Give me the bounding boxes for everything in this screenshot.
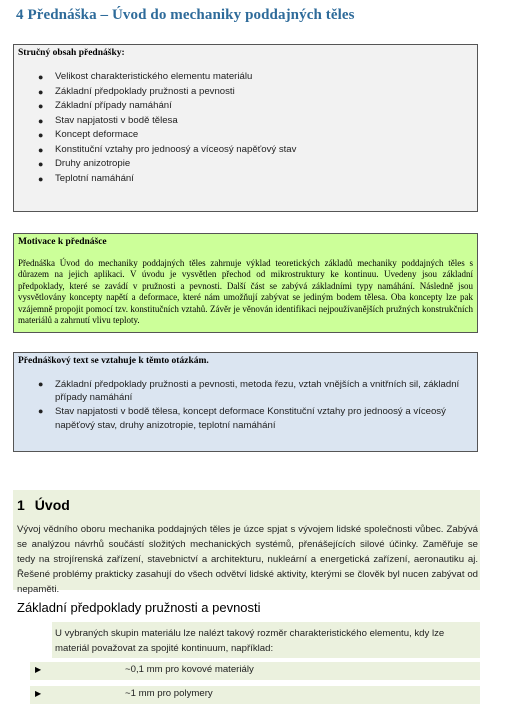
questions-box (13, 352, 478, 452)
intro-paragraph: Vývoj vědního oboru mechanika poddajných těles je úzce spjat s vývojem lidské společnosti vůbec. Zabývá se analýzou návrhů součástí složitých mechanických systémů, přenášejících silové účinky. Zaměřuje se tedy na strojírenská zařízení, stavebnictví a architekturu, nukleární a energetická zařízení, aeronautiku aj. Řešené problémy prakticky zasahují do všech odvětví lidské aktivity, kterými se člověk byl nucen zabývat od nepaměti. (17, 524, 478, 595)
list-item: ● Konstituční vztahy pro jednoosý a víceosý napěťový stav (38, 143, 297, 155)
motivation-text: Přednáška Úvod do mechaniky poddajných těles zahrnuje výklad teoretických základů mechaniky poddajných těles s důrazem na jejich aplikaci. V úvodu je vysvětlen přechod od mikrostruktury ke kontinuu. Uvedeny jsou základní předpoklady, které se zavádí v pružnosti a pevnosti. Další část se zabývá základními typy namáhání. Následně jsou vysvětlovány koncepty napětí a deformace, které nám umožňují zabývat se jediným bodem tělesa. Oba koncepty lze pak vzájemně propojit pomocí tzv. konstitučních vztahů. Závěr je věnován identifikaci nejpoužívanějších pružných konstrukčních materiálů a zahrnutí vlivu teploty. (18, 258, 473, 326)
bullet-icon: ● (38, 101, 44, 111)
list-item: ● Teplotní namáhání (38, 172, 134, 184)
bullet-icon: ● (38, 144, 44, 155)
list-item: ● Základní případy namáhání (38, 100, 172, 111)
triangle-bullet-icon: ▶ (35, 689, 42, 698)
motivation-heading: Motivace k přednášce (18, 237, 107, 247)
assumptions-paragraph: U vybraných skupin materiálu lze nalézt takový rozměr charakteristického elementu, kdy lze materiál považovat za spojité kontinuum, například: (55, 628, 445, 654)
list-item: ● Základní předpoklady pružnosti a pevnosti, metoda řezu, vztah vnějších a vnitřních sil, základní případy namáhání (38, 379, 460, 404)
bullet-icon: ● (38, 159, 44, 169)
list-item: ● Stav napjatosti v bodě tělesa (38, 114, 178, 126)
questions-list (38, 378, 465, 433)
example-row: ▶ ~1 mm pro polymery (30, 686, 480, 704)
lecture-title: 4 Přednáška – Úvod do mechaniky poddajných těles (16, 7, 355, 23)
list-item: ● Koncept deformace (38, 129, 139, 140)
subsection-heading: Základní předpoklady pružnosti a pevnosti (17, 600, 261, 615)
bullet-icon: ● (38, 72, 44, 82)
list-item: ● Základní předpoklady pružnosti a pevnosti (38, 85, 235, 97)
summary-box (13, 44, 478, 212)
summary-list (38, 70, 297, 186)
list-item: ● Druhy anizotropie (38, 158, 131, 169)
bullet-icon: ● (38, 379, 44, 389)
list-item: ● Velikost charakteristického elementu materiálu (38, 71, 253, 82)
motivation-box (13, 233, 478, 333)
section-heading-intro: 1 Úvod (17, 497, 70, 513)
bullet-icon: ● (38, 406, 44, 417)
bullet-icon: ● (38, 173, 44, 184)
example-row: ▶ ~0,1 mm pro kovové materiály (30, 662, 480, 680)
bullet-icon: ● (38, 130, 44, 140)
bullet-icon: ● (38, 115, 44, 126)
summary-heading: Stručný obsah přednášky: (18, 48, 125, 58)
list-item: ● Stav napjatosti v bodě tělesa, koncept deformace Konstituční vztahy pro jednoosý a víceosý napěťový stav, druhy anizotropie, teplotní namáhání (38, 406, 446, 431)
questions-heading: Přednáškový text se vztahuje k těmto otázkám. (18, 356, 209, 366)
bullet-icon: ● (38, 86, 44, 97)
triangle-bullet-icon: ▶ (35, 665, 42, 674)
